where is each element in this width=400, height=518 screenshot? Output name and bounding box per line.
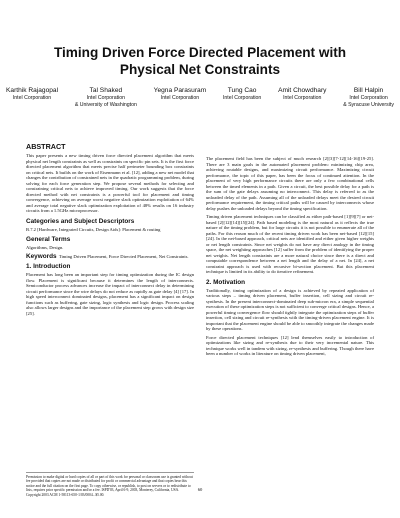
title-line-2: Physical Net Constraints xyxy=(119,62,281,77)
author-affiliation-secondary: & University of Washington xyxy=(74,101,137,108)
general-terms-heading: General Terms xyxy=(26,236,71,243)
author-affiliation: Intel Corporation xyxy=(283,95,322,101)
author-affiliation: Intel Corporation xyxy=(12,95,52,101)
keywords-paragraph xyxy=(26,254,194,260)
general-terms-text: Algorithms, Design. xyxy=(26,245,64,250)
introduction-heading: 1. Introduction xyxy=(26,263,71,270)
keywords-text: Timing Driven Placement, Force Directed Placement, Net Constraints. xyxy=(58,253,189,259)
author-affiliation: Intel Corporation xyxy=(86,95,126,101)
abstract-heading: ABSTRACT xyxy=(26,142,66,151)
author-name: Tung Cao xyxy=(227,87,257,94)
author-block xyxy=(6,86,58,108)
page-number: 60 xyxy=(197,487,203,492)
author-name: Amit Chowdhary xyxy=(278,87,327,94)
motivation-heading: 2. Motivation xyxy=(206,278,246,286)
abstract-text: This paper presents a new timing driven force directed placement algorithm that meets physical net length constraints as well as constraints on specific pin sets. It is the first force directed placement algorithm that meets precise half perimeter bounding box constraints on critical nets. It builds on the work of Eisenmann et al. [12], adding a new net model that changes the contribution of constrained nets in the quadratic programming problem, during solving for each force generation step. We propose several methods for selecting and constraining critical nets to achieve improved timing. Our work suggests that the force directed method with net constraints is a powerful tool for placement and timing convergence, achieving on average worst negative slack optimization exploitation of 64% and average total negative slack optimization exploitation of 48% results on 16 industry circuits from a 1.5GHz microprocessor. xyxy=(26,153,194,213)
author-name: Tal Shaked xyxy=(89,87,123,94)
author-affiliation: Intel Corporation xyxy=(222,95,262,101)
author-list xyxy=(6,86,394,108)
body-paragraph: Force directed placement techniques [12] lend themselves easily to introduction of optimizations like sizing and re-synthesis due to their very incremental nature. This technique works well in tandem with sizing, re-synthesis and buffering. Though there have been a number of works in literature on timing driven placement, xyxy=(206,334,374,356)
author-affiliation-secondary: & Syracuse University xyxy=(343,101,394,108)
author-block xyxy=(154,86,207,108)
author-block xyxy=(223,86,261,108)
keywords-label: Keywords xyxy=(26,252,57,260)
title-line-1: Timing Driven Force Directed Placement with xyxy=(53,45,347,60)
body-paragraph: Timing driven placement techniques can be classified as either path-based [1][9][7] or net-based [2][12][14][15][24]. Path based modeling is the most natural as it reflects the true nature of the timing problem, but for large circuits it is not possible to enumerate all of the paths. For this reason much of the recent timing driven work has been net-based [12][15][24]. In the net-based approach, critical nets are identified and either given higher weights or net length constraints. Since net weights do not have any direct analogy in the timing space, the net weighting approaches [12] suffer from the problem of identifying the proper net weights. Net length constraints are a more natural choice since there is a direct and computable correspondence between a net length and the delay of a net. In [24], a net constraint approach is used with recursive bi-section placement. But this placement technique is limited in its ability to do iterative refinement. xyxy=(206,214,374,274)
author-affiliation: Intel Corporation xyxy=(160,95,200,101)
right-column xyxy=(206,156,374,360)
author-block xyxy=(278,86,326,108)
author-affiliation: Intel Corporation xyxy=(349,95,388,101)
permission-footnote: Permission to make digital or hard copies of all or part of this work for personal or classroom use is granted without fee provided that copies are not made or distributed for profit or commercial advantage and that copies bear this notice and the full citation on the first page. To copy otherwise, or republish, to post on servers or to redistribute to lists, requires prior specific permission and/or a fee. ISPD'03, April 6-9, 2003, Monterey, California, USA. Copyright 2003 ACM 1-58113-650-1/03/0004...$5.00. xyxy=(26,472,194,497)
left-column xyxy=(26,142,194,319)
author-block xyxy=(75,86,137,108)
categories-text: B.7.2 [Hardware, Integrated Circuits, Design Aids]: Placement & routing xyxy=(26,226,161,232)
author-block xyxy=(343,86,394,108)
body-paragraph: The placement field has been the subject of much research [2][3][7-12][14-16][19-25]. There are 3 main goals in the automated placement problem: minimizing chip area, achieving routable designs, and maximizing circuit performance. Maximizing circuit performance, the topic of this paper, has been the focus of continued attention. In the placement of very high performance circuits there are only a few combinational cells between the timed elements in a path. Given a circuit, the best possible delay for a path is the sum of the gate delays assuming no interconnect. This delay is referred to as the unloaded delay of the path. Assuming all of the unloaded delays meet the desired circuit performance requirement, the timing critical paths will be caused by interconnects whose delay pushes the unloaded delays beyond the timing specification. xyxy=(206,156,374,211)
body-paragraph: Traditionally, timing optimization of a design is achieved by repeated application of various steps – timing driven placement, buffer insertion, cell sizing and circuit re-synthesis. In the present interconnect-dominated deep sub-micron era, a simple sequential execution of these optimization steps is not sufficient to converge critical designs. Hence, a powerful timing convergence flow should tightly integrate the optimization steps of buffer insertion, cell sizing and circuit re-synthesis with the timing-driven placement engine. It is important that the placement engine should be able to smoothly integrate the changes made by these operations. xyxy=(206,287,374,331)
author-name: Yegna Parasuram xyxy=(153,87,207,94)
categories-heading: Categories and Subject Descriptors xyxy=(26,217,135,225)
paper-title xyxy=(0,44,400,78)
author-name: Bill Halpin xyxy=(353,87,384,94)
introduction-text: Placement has long been an important step for timing optimization during the IC design flow. Placement is significant because it determines the length of interconnects. Semiconductor process advances increase the impact of interconnect delay in determining circuit performance since the wire delays do not reduce as rapidly as gate delay [4] [17]. In high speed interconnect dominated designs, placement has a significant impact on design functions such as buffering, gate sizing, logic synthesis and logic design. Process scaling also allows larger designs and the importance of the placement step grows with design size [25]. xyxy=(26,272,194,316)
author-name: Karthik Rajagopal xyxy=(6,87,59,94)
